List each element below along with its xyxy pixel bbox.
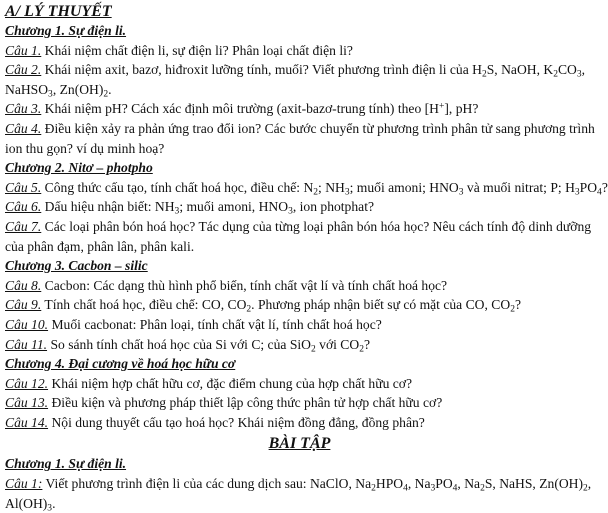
question-number: Câu 12.	[5, 375, 49, 391]
question-line	[5, 295, 594, 315]
question-line	[5, 413, 594, 433]
question-continuation	[5, 494, 594, 513]
question-line	[5, 99, 594, 119]
question-line	[5, 60, 594, 80]
question-continuation	[5, 80, 594, 100]
question-text: Viết phương trình điện li của các dung dịch sau: NaClO, $Na_2HPO_4$, $Na_3PO_4$, $Na_2S$, NaHS, $Zn(OH)_2$,	[45, 476, 592, 494]
question-text: Muối cacbonat: Phân loại, tính chất vật lí, tính chất hoá học?	[51, 316, 382, 332]
question-text: Điều kiện xảy ra phản ứng trao đổi ion? Các bước chuyển từ phương trình phân tử sang phương trình	[44, 120, 595, 136]
question-number: Câu 2.	[5, 62, 42, 78]
section-title-theory: A/ LÝ THUYẾT	[5, 3, 112, 20]
question-text: Nội dung thuyết cấu tạo hoá học? Khái niệm đồng đẳng, đồng phân?	[51, 414, 425, 430]
chapter-title: Chương 3. Cacbon – silic	[5, 258, 148, 274]
question-text: Dấu hiệu nhận biết: $NH_3$; muối amoni, $HNO_3$, ion photphat?	[44, 199, 374, 217]
question-number: Câu 11.	[5, 336, 48, 352]
question-line	[5, 474, 594, 494]
question-line	[5, 393, 594, 413]
question-line	[5, 335, 594, 355]
question-text: Khái niệm axit, bazơ, hiđroxit lưỡng tính, muối? Viết phương trình điện li của $H_2S$, NaOH, $K_2CO_3$,	[44, 62, 586, 80]
question-text: NaHSO$_3$, $Zn(OH)_2$.	[5, 81, 112, 100]
question-line	[5, 374, 594, 394]
chapter-title: Chương 4. Đại cương về hoá học hữu cơ	[5, 356, 236, 372]
question-text: Cacbon: Các dạng thù hình phổ biến, tính chất vật lí và tính chất hoá học?	[44, 277, 448, 293]
question-text: Tính chất hoá học, điều chế: CO, $CO_2$. Phương pháp nhận biết sự có mặt của CO, $CO_2$?	[44, 297, 521, 315]
question-text: So sánh tính chất hoá học của Si với C; của SiO$_2$ với $CO_2$?	[50, 336, 371, 354]
question-continuation	[5, 237, 594, 257]
section-title-exercises-text: BÀI TẬP	[268, 435, 331, 453]
question-text: Các loại phân bón hoá học? Tác dụng của từng loại phân bón hóa học? Nêu cách tính độ dinh dưỡng	[44, 218, 592, 234]
question-line	[5, 315, 594, 335]
question-number: Câu 1.	[5, 42, 42, 58]
question-text: Điều kiện và phương pháp thiết lập công thức phân tử hợp chất hữu cơ?	[51, 395, 443, 411]
question-number: Câu 9.	[5, 297, 42, 313]
question-text: Khái niệm pH? Cách xác định môi trường (axit-bazơ-trung tính) theo [H+], pH?	[44, 101, 479, 117]
question-number: Câu 3.	[5, 101, 42, 117]
question-number: Câu 1:	[5, 476, 43, 492]
question-number: Câu 13.	[5, 395, 49, 411]
question-line	[5, 197, 594, 217]
theory-section	[5, 21, 608, 432]
exercise-chapter-title: Chương 1. Sự điện li.	[5, 456, 127, 472]
section-title-exercises	[5, 432, 594, 454]
question-continuation	[5, 139, 594, 159]
question-text: của phân đạm, phân lân, phân kali.	[5, 238, 195, 254]
question-text: $Al(OH)_3$.	[5, 495, 56, 513]
question-text: ion thu gọn? ví dụ minh hoạ?	[5, 140, 165, 156]
question-text: Công thức cấu tạo, tính chất hoá học, điều chế: $N_2$; $NH_3$; muối amoni; $HNO_3$ và muối nitrat; P; $H_3PO_4$?	[44, 179, 608, 198]
question-number: Câu 10.	[5, 316, 49, 332]
question-number: Câu 8.	[5, 277, 42, 293]
question-number: Câu 4.	[5, 120, 42, 136]
question-line	[5, 41, 594, 61]
question-text: Khái niệm chất điện li, sự điện li? Phân loại chất điện li?	[44, 42, 353, 58]
question-line	[5, 178, 608, 198]
question-line	[5, 217, 594, 237]
question-number: Câu 14.	[5, 414, 49, 430]
question-number: Câu 6.	[5, 199, 42, 215]
question-text: Khái niệm hợp chất hữu cơ, đặc điểm chung của hợp chất hữu cơ?	[51, 375, 413, 391]
chapter-title: Chương 2. Nitơ – photpho	[5, 160, 153, 176]
question-line	[5, 276, 594, 296]
chapter-title: Chương 1. Sự điện li.	[5, 23, 127, 38]
exercise-section	[5, 474, 594, 513]
question-number: Câu 5.	[5, 179, 42, 195]
question-number: Câu 7.	[5, 218, 42, 234]
question-line	[5, 119, 594, 139]
